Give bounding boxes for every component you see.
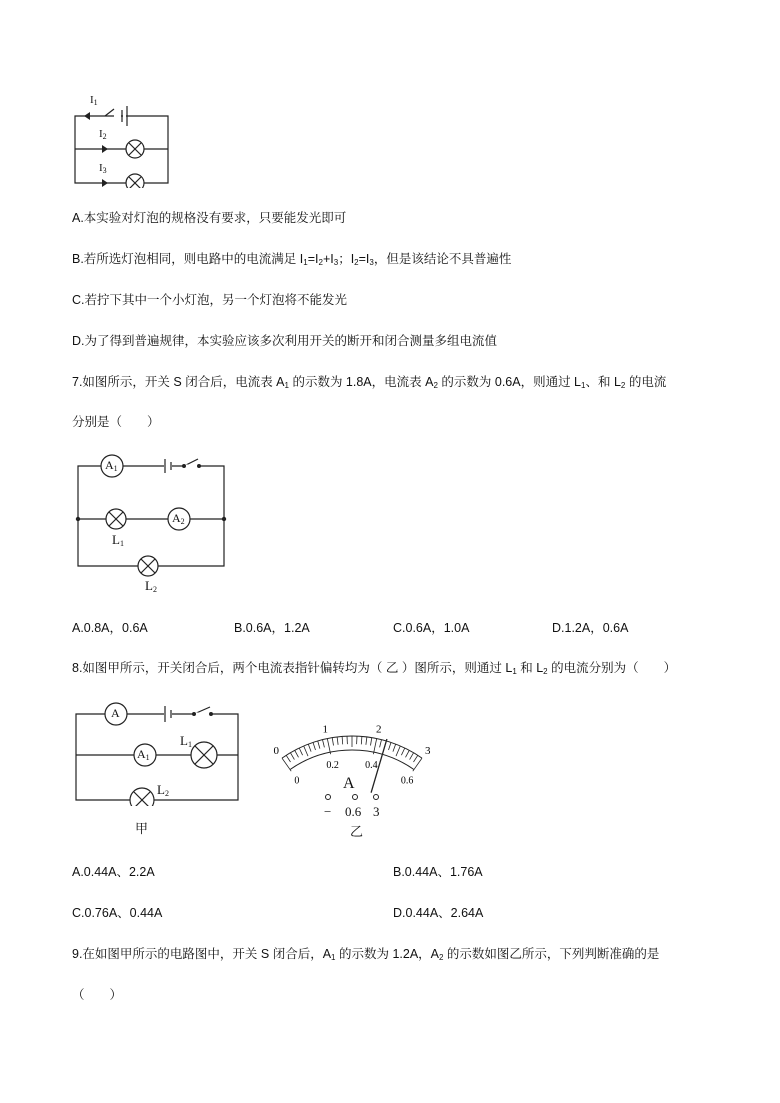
q6-option-c: C.若拧下其中一个小灯泡，另一个灯泡将不能发光: [72, 293, 348, 307]
dial-tick: [342, 736, 343, 744]
q6-option-a: A.本实验对灯泡的规格没有要求，只要能发光即可: [72, 211, 347, 225]
dial-label-top: 2: [375, 723, 382, 736]
dial-tick: [410, 753, 414, 760]
q8-ammeter-a1-label: $A_1$: [137, 747, 150, 762]
terminal-dot-3: [373, 794, 379, 800]
dial-label-bottom: 0: [294, 775, 300, 787]
q6-label-i1: $I_1$: [90, 94, 98, 107]
q7-option-a: A.0.8A，0.6A: [72, 621, 148, 635]
q7-stem-line2: 分别是（ ）: [72, 415, 160, 429]
q8-option-b: B.0.44A、1.76A: [393, 865, 483, 879]
q6-option-b: B.若所选灯泡相同，则电路中的电流满足 $I_1=I_2+I_3$；$I_2=I_3$，但是该结论不具普遍性: [72, 252, 512, 267]
q8-caption-jia: 甲: [135, 822, 149, 837]
dial-label-bottom: 0.6: [400, 775, 414, 787]
dial-tick: [406, 750, 410, 757]
q9-stem: 9.在如图甲所示的电路图中，开关 S 闭合后，$A_1$ 的示数为 1.2A，$A_2$ 的示数如图乙所示，下列判断准确的是: [72, 947, 660, 962]
dial-tick: [393, 744, 396, 752]
q8-caption-yi: 乙: [350, 825, 364, 840]
dial-tick: [290, 753, 294, 760]
dial-tick: [361, 736, 362, 744]
dial-tick: [313, 742, 316, 750]
q7-circuit-diagram: [72, 452, 232, 577]
dial-tick: [308, 744, 311, 752]
dial-tick: [413, 758, 422, 771]
dial-label-top: 1: [322, 723, 329, 736]
q7-lamp-l2-label: $L_2$: [145, 578, 157, 594]
q6-option-d: D.为了得到普遍规律，本实验应该多次利用开关的断开和闭合测量多组电流值: [72, 334, 498, 348]
dial-tick: [337, 737, 338, 745]
q7-stem: 7.如图所示，开关 S 闭合后，电流表 $A_1$ 的示数为 1.8A，电流表 $A_2$ 的示数为 0.6A，则通过 $L_1$、和 $L_2$ 的电流: [72, 375, 667, 390]
dial-tick: [389, 742, 392, 750]
dial-tick: [396, 746, 400, 756]
terminal-dot-0.6: [352, 794, 358, 800]
dial-label-top: 3: [424, 744, 431, 757]
dial-tick: [371, 738, 372, 746]
q7-option-b: B.0.6A，1.2A: [234, 621, 310, 635]
terminal-dot-neg: [325, 794, 331, 800]
q8-ammeter-a-label: A: [111, 706, 120, 720]
dial-tick: [282, 758, 291, 771]
dial-label-bottom: 0.2: [326, 760, 339, 771]
q7-ammeter-a1-label: $A_1$: [105, 458, 118, 473]
q8-stem: 8.如图甲所示，开关闭合后，两个电流表指针偏转均为（ 乙 ）图所示，则通过 $L_1$ 和 $L_2$ 的电流分别为（ ）: [72, 661, 677, 676]
dial-label-top: 0: [273, 744, 280, 757]
dial-tick: [414, 755, 418, 762]
q8-terminal-dots: [325, 794, 385, 802]
dial-tick: [299, 748, 302, 755]
q8-option-d: D.0.44A、2.64A: [393, 906, 484, 920]
q6-circuit-diagram: [70, 92, 180, 188]
q9-stem-line2: （ ）: [72, 988, 123, 1002]
dial-tick: [366, 737, 367, 745]
dial-tick: [295, 750, 299, 757]
q7-lamp-l1-label: $L_1$: [112, 532, 124, 548]
q8-terminal-3: 3: [373, 804, 380, 819]
q8-dial-unit: A: [343, 775, 355, 792]
q8-lamp-l2-label: $L_2$: [157, 782, 169, 798]
dial-tick: [380, 740, 382, 748]
q8-option-c: C.0.76A、0.44A: [72, 906, 163, 920]
q7-option-c: C.0.6A，1.0A: [393, 621, 470, 635]
dial-tick: [286, 755, 290, 762]
q7-ammeter-a2-label: $A_2$: [172, 511, 185, 526]
q8-option-a: A.0.44A、2.2A: [72, 865, 155, 879]
q8-terminal-06: 0.6: [345, 804, 362, 819]
dial-tick: [323, 740, 325, 748]
q7-option-d: D.1.2A，0.6A: [552, 621, 629, 635]
q8-lamp-l1-label: $L_1$: [180, 733, 192, 749]
dial-tick: [304, 746, 308, 756]
q6-label-i2: $I_2$: [99, 128, 107, 141]
q8-terminal-neg: −: [324, 804, 332, 819]
dial-label-bottom: 0.4: [365, 760, 378, 771]
dial-tick: [332, 738, 333, 746]
q6-label-i3: $I_3$: [99, 162, 107, 175]
dial-tick: [318, 741, 320, 749]
dial-tick: [401, 748, 404, 755]
